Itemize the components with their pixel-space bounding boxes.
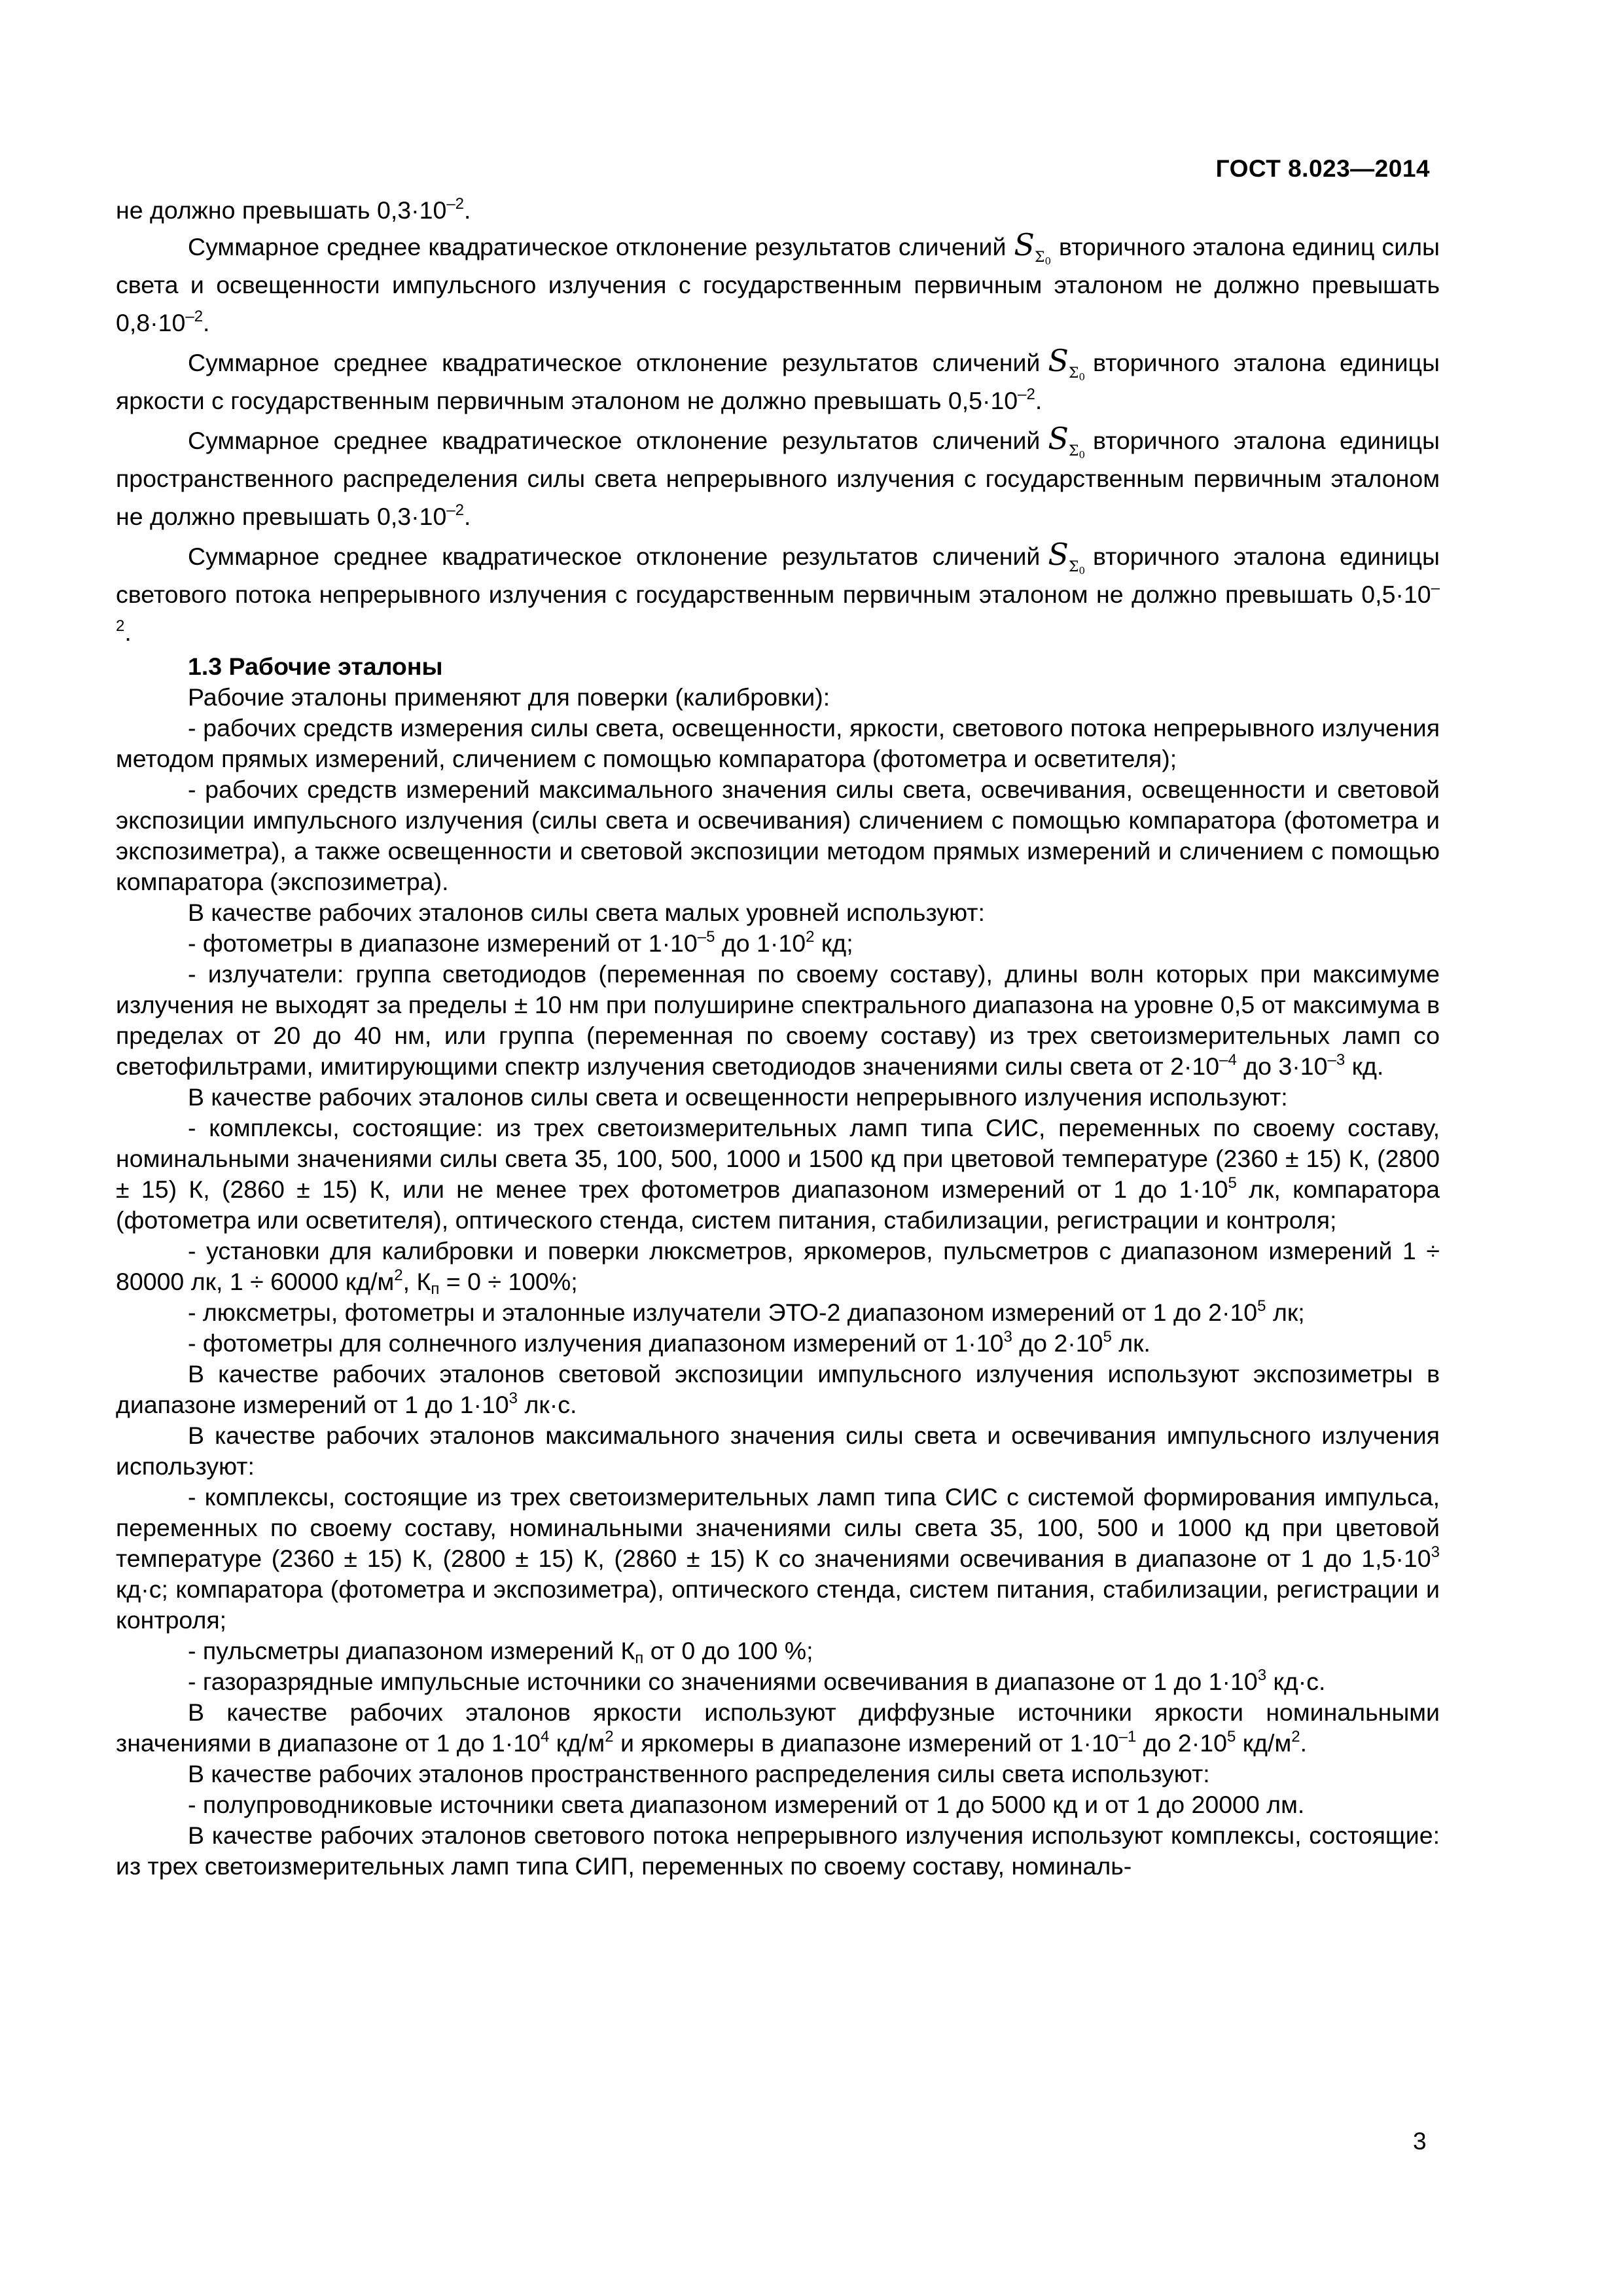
document-code-header: ГОСТ 8.023—2014 <box>1215 155 1430 182</box>
list-item: - фотометры для солнечного излучения диапазоном измерений от $1\cdot 10^3$ до $2\cdot 10^5$ лк. <box>188 1328 1150 1357</box>
paragraph: В качестве рабочих эталонов световой экспозиции импульсного излучения используют экспозиметры в диапазоне измерений от 1 до $1\cdot 10^3$ лк·с. <box>116 1360 1440 1418</box>
paragraph: В качестве рабочих эталонов яркости используют диффузные источники яркости номинальными значениями в диапазоне от 1 до $1\cdot 10^4$ $кд/м^2$ и яркомеры в диапазоне измерений от $1\cdot 10^{-1}$ до $2\cdot 10^5$ $кд/м^2$. <box>116 1698 1440 1757</box>
list-item: - газоразрядные импульсные источники со значениями освечивания в диапазоне от 1 до $1\cdot 10^3$ кд·с. <box>188 1666 1326 1695</box>
paragraph: В качестве рабочих эталонов силы света и освещенности непрерывного излучения используют: <box>188 1083 1288 1111</box>
paragraph: В качестве рабочих эталонов светового потока непрерывного излучения используют комплексы, состоящие: из трех светоизмерительных ламп типа СИП, переменных по своему составу, номиналь- <box>116 1821 1440 1880</box>
list-item: - полупроводниковые источники света диапазоном измерений от 1 до 5000 кд и от 1 до 20000 лм. <box>188 1791 1305 1818</box>
formula-symbol: $S_{\Sigma_0}$ <box>1048 421 1085 461</box>
section-heading: 1.3 Рабочие эталоны <box>188 653 443 680</box>
paragraph: Суммарное среднее квадратическое отклонение результатов сличений $S_{\Sigma_0}вторичного$ эталона единицы пространственного распределения силы света непрерывного излучения с государственным первичным эталоном не должно превышать $0,3\cdot 10^{-2}$. <box>116 421 1440 530</box>
formula-symbol: $S_{\Sigma_0}$ <box>1048 537 1085 577</box>
paragraph: В качестве рабочих эталонов пространственного распределения силы света используют: <box>188 1760 1210 1787</box>
list-item: - излучатели: группа светодиодов (переменная по своему составу), длины волн которых при максимуме излучения не выходят за пределы ± 10 нм при полуширине спектрального диапазона на уровне 0,5 от максимума в пределах от 20 до 40 нм, или группа (переменная по своему составу) из трех светоизмерительных ламп со светофильтрами, имитирующими спектр излучения светодиодов значениями силы света от $2\cdot 10^{-4}$ до $3\cdot 10^{-3}$ кд. <box>116 960 1440 1080</box>
formula-symbol: $S_{\Sigma_0}$ <box>1048 343 1085 383</box>
paragraph: не должно превышать $0,3\cdot 10^{-2}$. <box>116 195 471 224</box>
paragraph: В качестве рабочих эталонов силы света малых уровней используют: <box>188 899 985 926</box>
paragraph: Суммарное среднее квадратическое отклонение результатов сличений $S_{\Sigma_0}вторичного$ эталона единицы светового потока непрерывного излучения с государственным первичным эталоном не должно превышать $0,5\cdot 10^{-2}$. <box>116 537 1440 646</box>
list-item: - комплексы, состоящие из трех светоизмерительных ламп типа СИС с системой формирования импульса, переменных по своему составу, номинальными значениями силы света 35, 100, 500 и 1000 кд при цветовой температуре (2360 ± 15) К, (2800 ± 15) К, (2860 ± 15) К со значениями освечивания в диапазоне от 1 до $1,5\cdot 10^3$ кд·с; компаратора (фотометра и экспозиметра), оптического стенда, систем питания, стабилизации, регистрации и контроля; <box>116 1483 1440 1634</box>
paragraph: В качестве рабочих эталонов максимального значения силы света и освечивания импульсного излучения используют: <box>116 1422 1440 1480</box>
list-item: - пульсметры диапазоном измерений $К_п$ от 0 до 100 %; <box>188 1637 813 1667</box>
list-item: - рабочих средств измерения силы света, освещенности, яркости, светового потока непрерывного излучения методом прямых измерений, сличением с помощью компаратора (фотометра и осветителя); <box>116 714 1440 772</box>
paragraph: Суммарное среднее квадратическое отклонение результатов сличений $S_{\Sigma_0}вторичного$ эталона единицы яркости с государственным первичным эталоном не должно превышать $0,5\cdot 10^{-2}$. <box>116 343 1440 414</box>
document-body <box>116 195 1440 1882</box>
paragraph: Суммарное среднее квадратическое отклонение результатов сличений $S_{\Sigma_0}вторичного$ эталона единиц силы света и освещенности импульсного излучения с государственным первичным эталоном не должно превышать $0,8\cdot 10^{-2}$. <box>116 227 1440 336</box>
list-item: - установки для калибровки и поверки люксметров, яркомеров, пульсметров с диапазоном измерений 1 ÷ 80000 лк, 1 ÷ 60000 $кд/м^2$, $К_п = 0 \div 100\%$; <box>116 1237 1440 1298</box>
list-item: - фотометры в диапазоне измерений от $1\cdot 10^{-5}$ до $1\cdot 10^2$ кд; <box>188 928 853 957</box>
list-item: - рабочих средств измерений максимального значения силы света, освечивания, освещенности и световой экспозиции импульсного излучения (силы света и освечивания) сличением с помощью компаратора (фотометра и экспозиметра), а также освещенности и световой экспозиции методом прямых измерений и сличением с помощью компаратора (экспозиметра). <box>116 776 1440 895</box>
page-number: 3 <box>1413 2128 1427 2155</box>
list-item: - люксметры, фотометры и эталонные излучатели ЭТО-2 диапазоном измерений от 1 до $2\cdot 10^5$ лк; <box>188 1297 1305 1326</box>
formula-symbol: $S_{\Sigma_0}$ <box>1014 227 1052 267</box>
list-item: - комплексы, состоящие: из трех светоизмерительных ламп типа СИС, переменных по своему составу, номинальными значениями силы света 35, 100, 500, 1000 и 1500 кд при цветовой температуре (2360 ± 15) К, (2800 ± 15) К, (2860 ± 15) К, или не менее трех фотометров диапазоном измерений от 1 до $1\cdot 10^5$ лк, компаратора (фотометра или осветителя), оптического стенда, систем питания, стабилизации, регистрации и контроля; <box>116 1114 1440 1234</box>
paragraph: Рабочие эталоны применяют для поверки (калибровки): <box>188 683 830 711</box>
